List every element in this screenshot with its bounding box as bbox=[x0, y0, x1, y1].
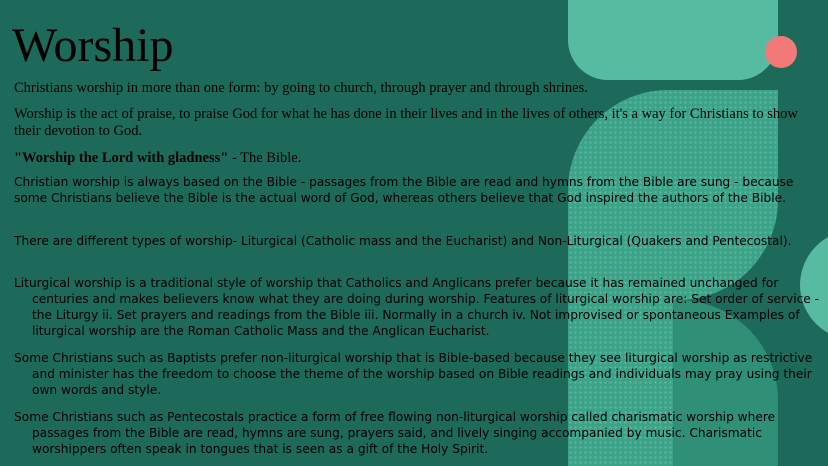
paragraph-definition: Worship is the act of praise, to praise God for what he has done in their lives and in the lives of others, it's a way for Christians to show their devotion to God. bbox=[14, 106, 798, 139]
paragraph-bible-basis: Christian worship is always based on the Bible - passages from the Bible are read and hymns from the Bible are sung - because some Christians believe the Bible is the actual word of God, whereas others believe that God inspired the authors of the Bible. bbox=[14, 175, 794, 205]
paragraph-intro: Christians worship in more than one form: by going to church, through prayer and through shrines. bbox=[14, 80, 588, 96]
decorative-shape bbox=[568, 0, 778, 80]
quote-text: "Worship the Lord with gladness" bbox=[14, 150, 229, 166]
slide-title: Worship bbox=[12, 19, 174, 72]
paragraph-liturgical: Liturgical worship is a traditional style of worship that Catholics and Anglicans prefer because it has remained unchanged for centuries and makes believers know what they are doing during worship. Features of liturgical worship are: Set order of service - the Liturgy ii. Set prayers and readings from the Bible iii. Normally in a church iv. Not improvised or spontaneous Examples of liturgical worship are the Roman Catholic Mass and the Anglican Eucharist. bbox=[14, 276, 820, 338]
paragraph-non-liturgical: Some Christians such as Baptists prefer non-liturgical worship that is Bible-based because they see liturgical worship as restrictive and minister has the freedom to choose the theme of the worship based on Bible readings and individuals may pray using their own words and style. bbox=[14, 351, 813, 397]
quote-source: - The Bible. bbox=[228, 150, 302, 166]
bible-quote bbox=[14, 150, 814, 167]
paragraph-charismatic: Some Christians such as Pentecostals practice a form of free flowing non-liturgical worship called charismatic worship where passages from the Bible are read, hymns are sung, prayers said, and lively singing accompanied by music. Charismatic worshippers often speak in tongues that is seen as a gift of the Holy Spirit. bbox=[14, 410, 776, 456]
paragraph-types: There are different types of worship- Liturgical (Catholic mass and the Eucharist) and Non-Liturgical (Quakers and Pentecostal). bbox=[14, 234, 792, 248]
decorative-dot bbox=[765, 36, 797, 68]
